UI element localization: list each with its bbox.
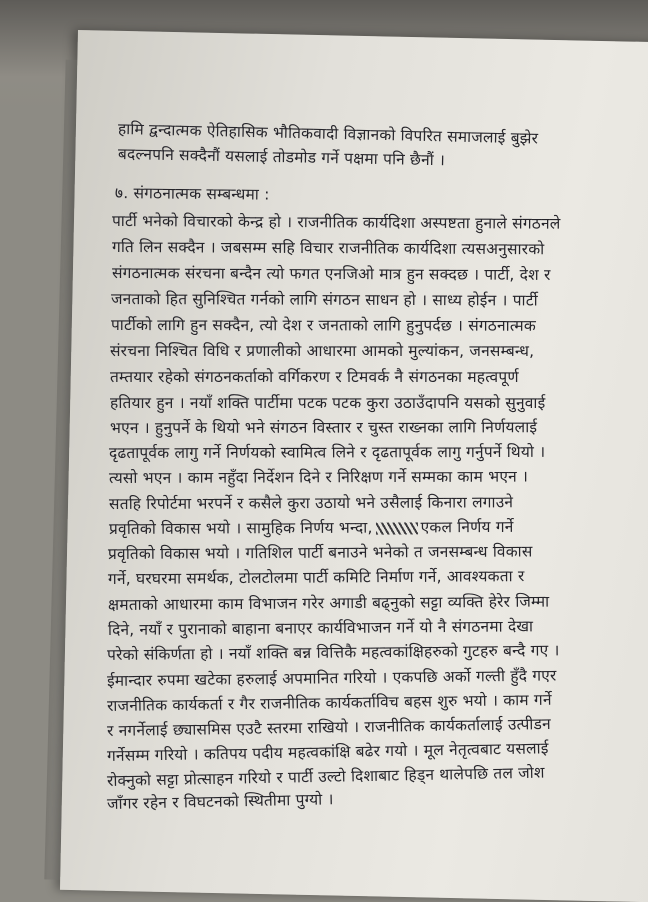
body-line-13-start: प्रवृतिको विकास भयो । सामुहिक निर्णय भन्दा, xyxy=(108,518,373,538)
body-line-18: परेको संकिर्णता हो । नयाँ शक्ति बन्न वित्तिकै महत्वकांक्षिहरुको गुटहरु बन्दै गए । xyxy=(106,641,560,664)
body-line-4: जनताको हित सुनिश्चित गर्नको लागि संगठन साधन हो । साध्य होईन । पार्टी xyxy=(110,290,538,310)
body-line-13 xyxy=(109,515,514,539)
intro-line-2: बदल्नपनि सक्दैनौं यसलाई तोडमोड गर्ने पक्षमा पनि छैनौं । xyxy=(117,145,446,170)
body-line-1: पार्टी भनेको विचारको केन्द्र हो । राजनीतिक कार्यदिशा अस्पष्टता हुनाले संगठनले xyxy=(111,212,561,233)
body-line-24: जाँगर रहेन र विघटनको स्थितीमा पुग्यो । xyxy=(106,790,334,813)
section-heading: ७. संगठनात्मक सम्बन्धमा : xyxy=(114,184,270,204)
body-line-23: रोक्नुको सट्टा प्रोत्साहन गरियो र पार्टी उल्टो दिशाबाट हिड्न थालेपछि तल जोश xyxy=(106,763,545,790)
body-line-20: राजनीतिक कार्यकर्ता र गैर राजनीतिक कार्यकर्ताविच बहस शुरु भयो । काम गर्ने xyxy=(106,690,552,715)
body-line-14: प्रवृतिको विकास भयो । गतिशिल पार्टी बनाउने भनेको त जनसम्बन्ध विकास xyxy=(107,542,533,563)
body-line-3: संगठनात्मक संरचना बन्दैन त्यो फगत एनजिओ मात्र हुन सक्दछ । पार्टी, देश र xyxy=(111,264,551,284)
body-line-17: दिने, नयाँ र पुरानाको बाहाना बनाएर कार्यविभाजन गर्ने यो नै संगठनमा देखा xyxy=(107,617,534,639)
intro-line-1: हामि द्वन्दात्मक ऐतिहासिक भौतिकवादी विज्ञानको विपरित समाजलाई बुझेर xyxy=(117,120,539,148)
body-line-10: दृढतापूर्वक लागु गर्ने निर्णयको स्वामित्व लिने र दृढतापूर्वक लागु गर्नुपर्ने थियो । xyxy=(108,442,546,462)
body-line-15: गर्ने, घरघरमा समर्थक, टोलटोलमा पार्टी कमिटि निर्माण गर्ने, आवश्यकता र xyxy=(107,567,525,588)
body-line-12: सतहि रिपोर्टमा भरपर्ने र कसैले कुरा उठायो भने उसैलाई किनारा लगाउने xyxy=(108,493,514,513)
body-line-8: हतियार हुन । नयाँ शक्ति पार्टीमा पटक पटक कुरा उठाउँदापनि यसको सुनुवाई xyxy=(110,394,546,412)
body-line-5: पार्टीको लागि हुन सक्दैन, त्यो देश र जनताको लागि हुनुपर्दछ । संगठनात्मक xyxy=(110,316,536,335)
body-line-11: त्यसो भएन । काम नहुँदा निर्देशन दिने र निरिक्षण गर्ने सम्मका काम भएन । xyxy=(108,467,529,487)
body-line-16: क्षमताको आधारमा काम विभाजन गरेर अगाडी बढ्नुको सट्टा व्यक्ति हेरेर जिम्मा xyxy=(107,592,550,614)
body-line-7: तम्तयार रहेको संगठनकर्ताको वर्गिकरण र टिमवर्क नै संगठनका महत्वपूर्ण xyxy=(110,368,519,386)
body-line-21: र नगर्नेलाई छ्यासमिस एउटै स्तरमा राखियो । राजनीतिक कार्यकर्तालाई उत्पीडन xyxy=(106,715,551,740)
body-line-19: ईमान्दार रुपमा खटेका हरुलाई अपमानित गरियो । एकपछि अर्को गल्ती हुँदै गएर xyxy=(106,666,557,690)
body-line-6: संरचना निश्चित विधि र प्रणालीको आधारमा आमको मुल्यांकन, जनसम्बन्ध, xyxy=(110,342,535,360)
body-line-13-end: एकल निर्णय गर्ने xyxy=(420,517,514,537)
body-line-9: भएन । हुनुपर्ने के थियो भने संगठन विस्तार र चुस्त राख्नका लागि निर्णयलाई xyxy=(109,418,538,437)
scribbled-out-word xyxy=(376,522,418,534)
body-line-2: गति लिन सक्दैन । जबसम्म सहि विचार राजनीतिक कार्यदिशा त्यसअनुसारको xyxy=(111,238,545,259)
body-line-22: गर्नेसम्म गरियो । कतिपय पदीय महत्वकांक्षि बढेर गयो । मूल नेतृत्वबाट यसलाई xyxy=(106,739,549,765)
